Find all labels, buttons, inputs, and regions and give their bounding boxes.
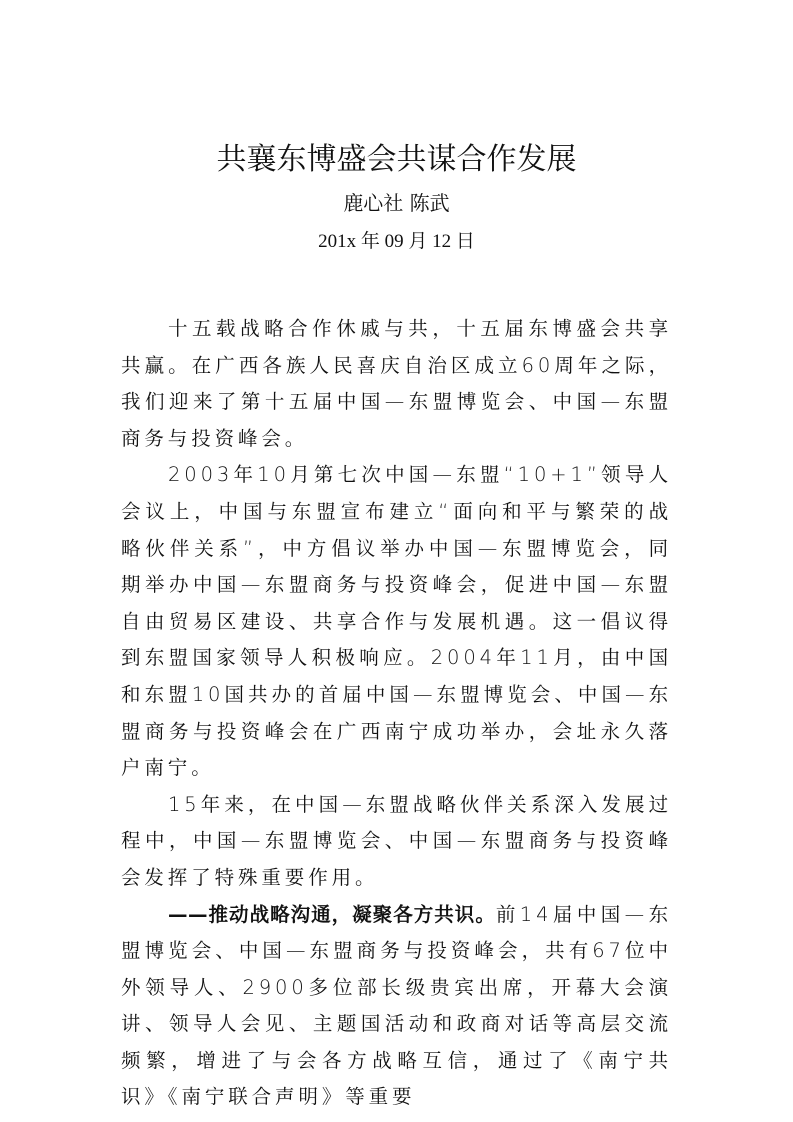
paragraph-text: 15年来，在中国—东盟战略伙伴关系深入发展过程中，中国—东盟博览会、中国—东盟商务与投资峰会发挥了特殊重要作用。: [121, 792, 672, 889]
article-date: 201x 年 09 月 12 日: [318, 231, 475, 252]
paragraph-text: 2003年10月第七次中国—东盟“10+1”领导人会议上，中国与东盟宣布建立“面向和平与繁荣的战略伙伴关系”，中方倡议举办中国—东盟博览会，同期举办中国—东盟商务与投资峰会，促进中国—东盟自由贸易区建设、共享合作与发展机遇。这一倡议得到东盟国家领导人积极响应。2004年11月，由中国和东盟10国共办的首届中国—东盟博览会、中国—东盟商务与投资峰会在广西南宁成功举办，会址永久落户南宁。: [121, 463, 672, 780]
article-title: 共襄东博盛会共谋合作发展: [216, 142, 577, 177]
paragraph: [121, 311, 672, 457]
paragraph-text: 十五载战略合作休戚与共，十五届东博盛会共享共赢。在广西各族人民喜庆自治区成立60周年之际，我们迎来了第十五届中国—东盟博览会、中国—东盟商务与投资峰会。: [121, 317, 672, 450]
paragraph: [121, 457, 672, 786]
article-body: [121, 311, 672, 1116]
article-byline: 鹿心社 陈武: [343, 191, 450, 215]
paragraph-lead: ——推动战略沟通，凝聚各方共识。: [168, 902, 496, 926]
paragraph: [121, 897, 672, 1117]
paragraph: [121, 787, 672, 897]
paragraph-text: 前14届中国—东盟博览会、中国—东盟商务与投资峰会，共有67位中外领导人、2900多位部长级贵宾出席，开幕大会演讲、领导人会见、主题国活动和政商对话等高层交流频繁，增进了与会各方战略互信，通过了《南宁共识》《南宁联合声明》等重要: [121, 902, 672, 1109]
